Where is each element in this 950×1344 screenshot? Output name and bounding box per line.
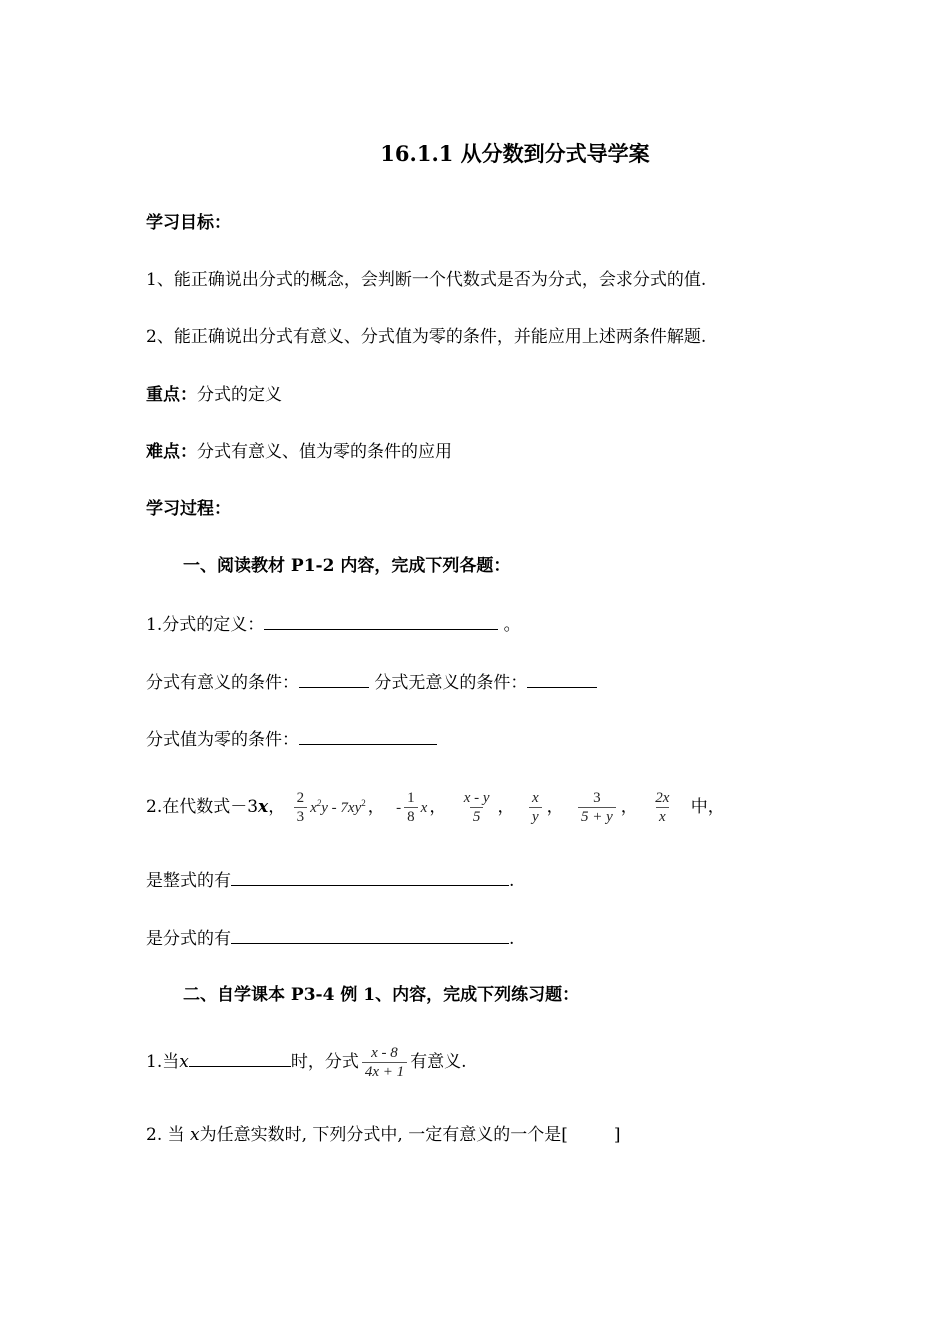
expr-1-fraction bbox=[294, 789, 308, 826]
expr-5-den: 5 + y bbox=[578, 807, 616, 826]
integral-row bbox=[146, 868, 514, 892]
fraction-label: 是分式的有 bbox=[146, 929, 231, 949]
p2-open-bracket: [ bbox=[561, 1125, 568, 1145]
practice-2 bbox=[146, 1124, 621, 1146]
q2-x: x bbox=[258, 797, 269, 817]
p2-text: 为任意实数时, 下列分式中, 一定有意义的一个是 bbox=[199, 1125, 562, 1145]
p2-close-bracket: ] bbox=[613, 1125, 621, 1145]
p1-den: 4x + 1 bbox=[362, 1062, 407, 1081]
meaningless-label: 分式无意义的条件： bbox=[374, 673, 528, 693]
zero-label: 分式值为零的条件： bbox=[146, 730, 299, 750]
difficulty bbox=[146, 441, 452, 463]
p1-prefix: 1.当 bbox=[146, 1052, 180, 1072]
expr-3-num: x - y bbox=[463, 790, 490, 806]
definition-blank[interactable] bbox=[264, 612, 498, 630]
comma: ， bbox=[367, 797, 385, 817]
q2-mid: 中， bbox=[690, 797, 725, 817]
key-label: 重点： bbox=[146, 385, 197, 405]
expr-4-num: x bbox=[531, 790, 539, 806]
comma: ， bbox=[497, 797, 515, 817]
p2-x: x bbox=[190, 1125, 200, 1145]
page-title: 16.1.1 从分数到分式导学案 bbox=[380, 141, 650, 166]
zero-condition-row bbox=[146, 727, 437, 751]
goal-1: 1、能正确说出分式的概念，会判断一个代数式是否为分式，会求分式的值. bbox=[146, 270, 707, 290]
expr-1-den: 3 bbox=[294, 807, 308, 826]
practice-1 bbox=[146, 1042, 467, 1082]
expr-2-num: 1 bbox=[407, 790, 415, 806]
p1-x: x bbox=[179, 1052, 189, 1072]
meaningful-label: 分式有意义的条件： bbox=[146, 673, 299, 693]
key-text: 分式的定义 bbox=[197, 385, 282, 405]
integral-label: 是整式的有 bbox=[146, 871, 231, 891]
expr-3-den: 5 bbox=[470, 807, 484, 826]
expr-5-num: 3 bbox=[593, 790, 601, 806]
goals-heading: 学习目标： bbox=[146, 213, 231, 233]
expr-6-num: 2x bbox=[655, 790, 670, 806]
expr-3-fraction bbox=[461, 789, 493, 826]
comma: ， bbox=[429, 797, 447, 817]
fraction-row bbox=[146, 926, 514, 950]
period: . bbox=[509, 871, 515, 891]
p1-fraction bbox=[362, 1044, 407, 1081]
question-2: 2.在代数式－3x， $\frac{2}{3}$ $x^2y - 7xy^2$ ， - $\frac{1}{8}$ x ， $\frac{x - y}{5}$ ， $\frac{x}{y}$ ， $\frac{3}{5 + y}$ ， $\frac{2x}{x}$ 中， bbox=[146, 790, 725, 825]
expr-4-den: y bbox=[529, 807, 542, 826]
fraction-blank[interactable] bbox=[231, 926, 509, 944]
expr-2-sign: - bbox=[396, 800, 402, 816]
zero-blank[interactable] bbox=[299, 727, 437, 745]
period: . bbox=[509, 929, 515, 949]
q2-prefix: 2.在代数式－3 bbox=[146, 797, 259, 817]
expr-4-fraction bbox=[529, 789, 542, 826]
expr-6-fraction bbox=[652, 789, 672, 826]
comma: ， bbox=[546, 797, 564, 817]
expr-1-tail: $x^2$ bbox=[310, 798, 322, 816]
difficulty-label: 难点： bbox=[146, 442, 197, 462]
integral-blank[interactable] bbox=[231, 868, 509, 886]
p2-prefix: 2. 当 bbox=[146, 1125, 185, 1145]
meaningless-blank[interactable] bbox=[527, 670, 597, 688]
question-1 bbox=[146, 612, 521, 636]
expr-6-den: x bbox=[656, 807, 669, 826]
process-heading: 学习过程： bbox=[146, 499, 231, 519]
p1-mid: 时，分式 bbox=[290, 1052, 359, 1072]
expr-2-fraction bbox=[404, 789, 418, 826]
expr-1-terms: y - 7xy bbox=[321, 800, 362, 816]
expr-5-fraction bbox=[578, 789, 616, 826]
section-2-heading: 二、自学课本 P3-4 例 1、内容，完成下列练习题： bbox=[183, 985, 580, 1005]
meaningful-blank[interactable] bbox=[299, 670, 369, 688]
conditions-row bbox=[146, 670, 597, 694]
p1-blank[interactable] bbox=[189, 1049, 291, 1067]
expr-1-num: 2 bbox=[296, 790, 305, 806]
p1-num: x - 8 bbox=[371, 1045, 398, 1061]
expr-2-den: 8 bbox=[404, 807, 418, 826]
goal-2: 2、能正确说出分式有意义、分式值为零的条件，并能应用上述两条件解题. bbox=[146, 327, 707, 347]
q1-end: 。 bbox=[503, 615, 521, 635]
comma: ， bbox=[620, 797, 638, 817]
section-1-heading: 一、阅读教材 P1-2 内容，完成下列各题： bbox=[183, 556, 511, 576]
q1-label: 1.分式的定义： bbox=[146, 615, 265, 635]
key-point bbox=[146, 384, 282, 406]
difficulty-text: 分式有意义、值为零的条件的应用 bbox=[197, 442, 452, 462]
comma: ， bbox=[268, 797, 286, 817]
p1-end: 有意义. bbox=[410, 1052, 467, 1072]
